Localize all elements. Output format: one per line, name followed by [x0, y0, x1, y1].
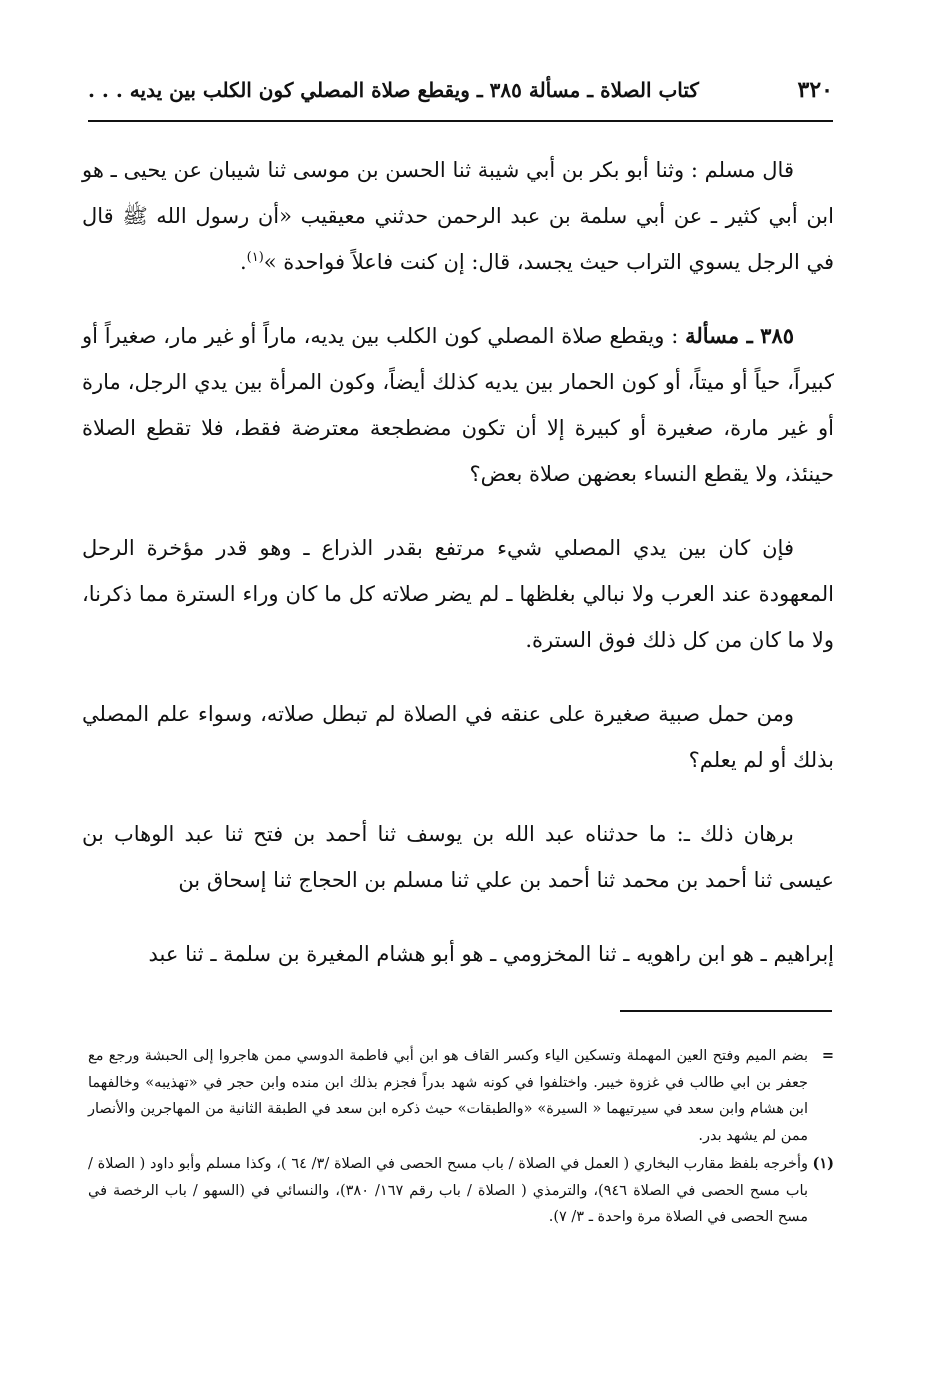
- footnote-rule: [620, 1010, 832, 1012]
- running-title: كتاب الصلاة ـ مسألة ٣٨٥ ـ ويقطع صلاة المصلي كون الكلب بين يديه . . .: [88, 78, 699, 102]
- footnote-mark: (١): [812, 1155, 834, 1172]
- footnote-mark: =: [821, 1047, 834, 1064]
- paragraph-text: إبراهيم ـ هو ابن راهويه ـ ثنا المخزومي ـ هو أبو هشام المغيرة بن سلمة ـ ثنا عبد: [148, 942, 834, 966]
- main-text: [82, 147, 834, 1005]
- header-rule: [88, 120, 833, 122]
- paragraph-text: قال مسلم : وثنا أبو بكر بن أبي شيبة ثنا الحسن بن موسى ثنا شيبان عن يحيى ـ هو ابن أبي كثير ـ عن أبي سلمة بن عبد الرحمن حدثني معيقيب «أن رسول الله ﷺ قال في الرجل يسوي التراب حيث يجسد، قال: إن كنت فاعلاً فواحدة »: [82, 158, 834, 274]
- paragraph-carrying-child: [82, 691, 834, 783]
- footnote-continued: [88, 1043, 834, 1149]
- paragraph-proof: [82, 811, 834, 903]
- paragraph-muslim-narration: [82, 147, 834, 285]
- footnote-1: [88, 1151, 834, 1231]
- paragraph-text: ومن حمل صبية صغيرة على عنقه في الصلاة لم تبطل صلاته، وسواء علم المصلي بذلك أو لم يعلم؟: [82, 702, 834, 772]
- running-head: [88, 70, 833, 110]
- paragraph-text: فإن كان بين يدي المصلي شيء مرتفع بقدر الذراع ـ وهو قدر مؤخرة الرحل المعهودة عند العرب ولا نبالي بغلظها ـ لم يضر صلاته كل ما كان وراء السترة مما ذكرنا، ولا ما كان من كل ذلك فوق السترة.: [82, 536, 834, 652]
- paragraph-text: برهان ذلك ـ: ما حدثناه عبد الله بن يوسف ثنا أحمد بن فتح ثنا عبد الوهاب بن عيسى ثنا أحمد بن محمد ثنا أحمد بن علي ثنا مسلم بن الحجاج ثنا إسحاق بن: [82, 822, 834, 892]
- footnote-reference: (١): [246, 250, 264, 265]
- paragraph-continuation: [82, 931, 834, 977]
- footnote-text: بضم الميم وفتح العين المهملة وتسكين الياء وكسر القاف هو ابن أبي فاطمة الدوسي ممن هاجروا إلى الحبشة ورجع مع جعفر بن ابي طالب في غزوة خيبر. واختلفوا في كونه شهد بدراً فجزم بذلك ابن منده وابن حجر في «تهذيبه» وخالفهما ابن هشام وابن سعد في سيرتيهما « السيرة» «والطبقات» حيث ذكره ابن سعد في الطبقة الثانية من المهاجرين والأنصار ممن لم يشهد بدر.: [88, 1048, 808, 1144]
- paragraph-masala-385: [82, 313, 834, 497]
- footnote-text: وأخرجه بلفظ مقارب البخاري ( العمل في الصلاة / باب مسح الحصى في الصلاة /٣/ ٦٤ )، وكذا مسلم وأبو داود ( الصلاة / باب مسح الحصى في الصلاة ٩٤٦)، والترمذي ( الصلاة / باب رقم ١٦٧/ ٣٨٠)، والنسائي في (السهو / باب الرخصة في مسح الحصى في الصلاة مرة واحدة ـ ٣/ ٧).: [88, 1156, 808, 1225]
- paragraph-sutra: [82, 525, 834, 663]
- footnotes: [88, 1043, 834, 1233]
- masala-number: ٣٨٥ ـ مسألة: [685, 323, 795, 348]
- page-number: ٣٢٠: [797, 77, 833, 103]
- paragraph-tail: .: [239, 250, 247, 274]
- paragraph-text: : ويقطع صلاة المصلي كون الكلب بين يديه، ماراً أو غير مار، صغيراً أو كبيراً، حياً أو ميتاً، أو كون الحمار بين يديه كذلك أيضاً، وكون المرأة بين يدي الرجل، مارة أو غير مارة، صغيرة أو كبيرة إلا أن تكون مضطجعة معترضة فقط، فلا تقطع الصلاة حينئذ، ولا يقطع النساء بعضهن صلاة بعض؟: [82, 324, 834, 486]
